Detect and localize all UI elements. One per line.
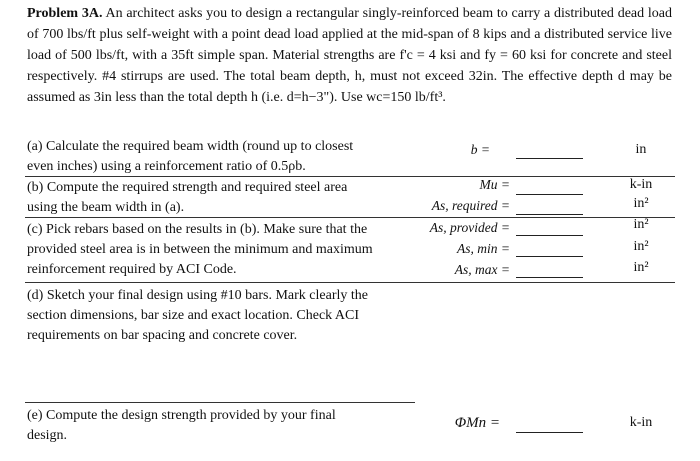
problem-title: Problem 3A. (27, 6, 103, 21)
problem-intro-text: An architect asks you to design a rectangular singly-reinforced beam to carry a distributed dead load of 700 lbs/ft plus self-weight with a point dead load applied at the mid-span of 8 kips and a distributed service live load of 500 lbs/ft, with a 35ft simple span. Material strengths are f'c = 4 ksi and fy = 60 ksi for concrete and steel respectively. #4 stirrups are used. The total beam depth, h, must not exceed 32in. The effective depth d may be assumed as 3in less than the total depth h (i.e. d=h−3"). Use wc=150 lb/ft³. (27, 6, 672, 105)
part-d-line-1: (d) Sketch your final design using #10 bars. Mark clearly the (27, 288, 368, 303)
part-e-answer-blank[interactable] (516, 432, 583, 433)
part-e-line-2: design. (27, 428, 68, 443)
part-a-equation: b = (470, 142, 490, 157)
part-b-equation-mu: Mu = (479, 177, 510, 192)
part-b-as-unit: in² (633, 196, 649, 211)
part-b-equation-as-required: As, required = (431, 198, 510, 213)
part-a-line-1: (a) Calculate the required beam width (round up to closest (27, 139, 354, 154)
part-c-min-answer-blank[interactable] (516, 256, 583, 257)
part-c-max-answer-blank[interactable] (516, 277, 583, 278)
part-b-mu-answer-blank[interactable] (516, 194, 583, 195)
part-a-unit: in (635, 142, 647, 157)
part-b-as-answer-blank[interactable] (516, 214, 583, 215)
part-c-question (27, 220, 407, 280)
part-c-line-2: provided steel area is in between the minimum and maximum (27, 242, 373, 257)
divider-d (25, 402, 415, 403)
part-e-line-1: (e) Compute the design strength provided by your final (27, 408, 336, 423)
part-c-line-1: (c) Pick rebars based on the results in (b). Make sure that the (27, 222, 368, 237)
part-a-line-2: even inches) using a reinforcement ratio of 0.5ρb. (27, 159, 306, 174)
part-b-question (27, 178, 407, 218)
part-c-min-unit: in² (633, 239, 649, 254)
part-d-line-2: section dimensions, bar size and exact location. Check ACI (27, 308, 360, 323)
part-d-line-3: requirements on bar spacing and concrete cover. (27, 328, 298, 343)
part-c-equation-as-max: As, max = (454, 262, 510, 277)
part-d-question (27, 286, 407, 346)
part-c-equation-as-min: As, min = (457, 241, 510, 256)
problem-statement (27, 3, 672, 108)
part-a-answer-blank[interactable] (516, 158, 583, 159)
part-b-line-2: using the beam width in (a). (27, 200, 185, 215)
part-c-equation-as-provided: As, provided = (429, 220, 510, 235)
divider-a (25, 176, 675, 177)
part-c-max-unit: in² (633, 260, 649, 275)
part-c-line-3: reinforcement required by ACI Code. (27, 262, 237, 277)
part-e-unit: k-in (629, 415, 653, 430)
part-a-question (27, 137, 407, 177)
part-e-equation: ΦMn = (454, 415, 500, 431)
part-e-question (27, 406, 407, 446)
part-b-mu-unit: k-in (629, 177, 653, 192)
divider-c (25, 282, 675, 283)
part-c-provided-answer-blank[interactable] (516, 235, 583, 236)
part-c-provided-unit: in² (633, 217, 649, 232)
part-b-line-1: (b) Compute the required strength and required steel area (27, 180, 348, 195)
divider-b (25, 217, 675, 218)
